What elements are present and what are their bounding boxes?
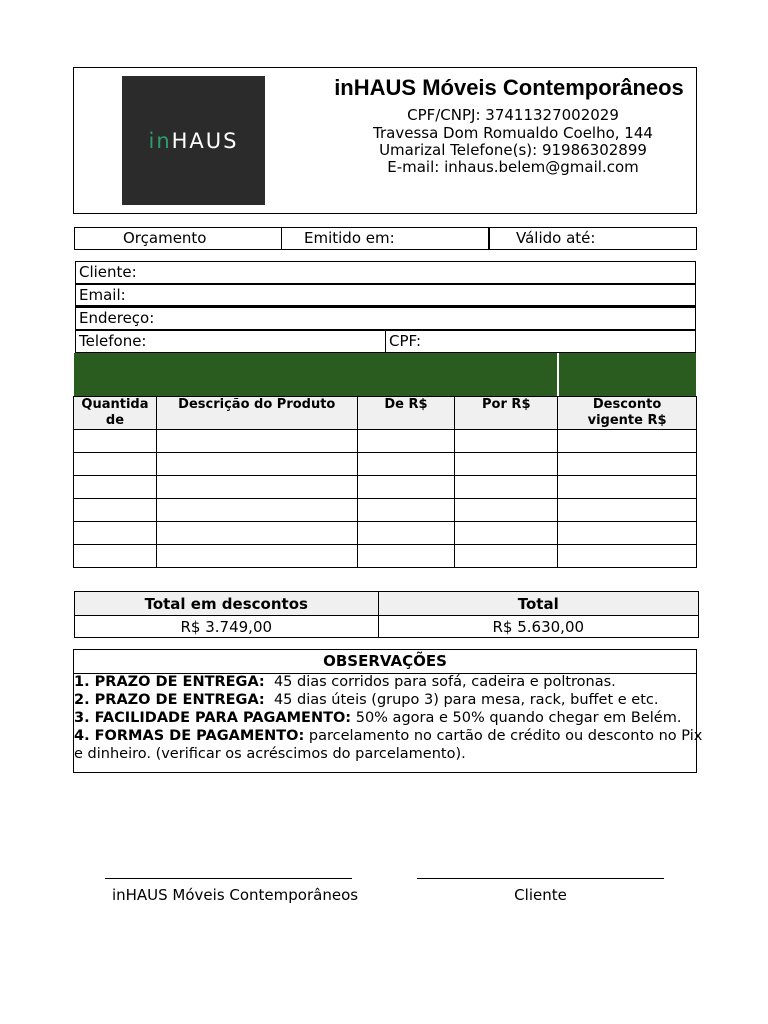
price-to-cell [455, 430, 558, 453]
client-name-label: Cliente: [79, 263, 137, 281]
observation-item-text: 50% agora e 50% quando chegar em Belém. [351, 710, 682, 726]
observation-item-text: 45 dias úteis (grupo 3) para mesa, rack, buffet e etc. [264, 692, 659, 708]
discount-cell [558, 430, 697, 453]
discount-cell [558, 545, 697, 568]
col-quantity-line1: Quantida [81, 397, 149, 412]
total-value: R$ 5.630,00 [378, 616, 698, 638]
observation-item-title: 1. PRAZO DE ENTREGA: [74, 674, 265, 690]
valid-until-cell [490, 228, 696, 249]
col-quantity-header [74, 397, 157, 430]
discount-cell [558, 476, 697, 499]
products-table [73, 396, 697, 568]
logo-haus-text: HAUS [171, 128, 239, 153]
total-discount-label: Total em descontos [75, 592, 379, 616]
price-to-cell [455, 545, 558, 568]
description-cell [156, 522, 357, 545]
description-cell [156, 545, 357, 568]
client-email-row [75, 284, 696, 307]
observation-item-title: 2. PRAZO DE ENTREGA: [74, 692, 265, 708]
col-description-header: Descrição do Produto [156, 397, 357, 430]
discount-cell [558, 522, 697, 545]
description-cell [156, 476, 357, 499]
quantity-cell [74, 522, 157, 545]
company-signature-line [105, 878, 352, 879]
discount-cell [558, 499, 697, 522]
col-discount-line1: Desconto [592, 397, 662, 412]
client-phone-cell [76, 331, 386, 352]
table-row [74, 499, 697, 522]
observation-item [74, 709, 696, 727]
price-from-cell [357, 476, 455, 499]
company-phone: Umarizal Telefone(s): 91986302899 [379, 141, 647, 159]
quantity-cell [74, 430, 157, 453]
col-discount-line2: vigente R$ [587, 413, 667, 428]
company-address: Travessa Dom Romualdo Coelho, 144 [373, 124, 653, 142]
observation-item-text: parcelamento no cartão de crédito ou desconto no Pix [304, 728, 703, 744]
quantity-cell [74, 453, 157, 476]
quantity-cell [74, 476, 157, 499]
price-from-cell [357, 522, 455, 545]
observation-continuation: e dinheiro. (verificar os acréscimos do parcelamento). [74, 746, 466, 762]
issued-date-label: Emitido em: [304, 229, 395, 247]
total-label: Total [378, 592, 698, 616]
totals-value-row [75, 616, 699, 638]
price-from-cell [357, 430, 455, 453]
client-address-row [75, 307, 696, 330]
observations-title: OBSERVAÇÕES [74, 650, 696, 674]
company-email: E-mail: inhaus.belem@gmail.com [387, 158, 639, 176]
col-price-to-header: Por R$ [455, 397, 558, 430]
quantity-cell [74, 499, 157, 522]
client-signature-line [417, 878, 664, 879]
client-phone-row [75, 330, 696, 353]
observation-item-text: 45 dias corridos para sofá, cadeira e poltronas. [264, 674, 616, 690]
discount-cell [558, 453, 697, 476]
col-quantity-line2: de [105, 413, 125, 428]
description-cell [156, 430, 357, 453]
price-to-cell [455, 453, 558, 476]
company-cnpj: CPF/CNPJ: 37411327002029 [407, 106, 619, 124]
col-price-from-header: De R$ [357, 397, 455, 430]
budget-number-cell [75, 228, 282, 249]
price-to-cell [455, 499, 558, 522]
observation-item [74, 727, 703, 745]
client-cpf-cell [386, 331, 695, 352]
totals-table [74, 591, 699, 638]
products-table-header [74, 397, 697, 430]
quantity-cell [74, 545, 157, 568]
client-name-row [75, 261, 696, 284]
client-phone-label: Telefone: [79, 332, 147, 350]
price-to-cell [455, 522, 558, 545]
description-cell [156, 453, 357, 476]
observation-item-title: 3. FACILIDADE PARA PAGAMENTO: [74, 710, 352, 726]
total-discount-value: R$ 3.749,00 [75, 616, 379, 638]
products-table-body [74, 430, 697, 568]
table-header-band-divider [557, 353, 559, 396]
totals-header-row [75, 592, 699, 616]
table-row [74, 430, 697, 453]
price-from-cell [357, 453, 455, 476]
budget-info-row [74, 227, 697, 250]
table-row [74, 545, 697, 568]
observation-item-title: 4. FORMAS DE PAGAMENTO: [74, 728, 305, 744]
observation-item [74, 673, 696, 691]
company-logo [122, 76, 265, 205]
table-row [74, 522, 697, 545]
col-discount-header [558, 397, 697, 430]
company-name: inHAUS Móveis Contemporâneos [334, 75, 684, 100]
valid-until-label: Válido até: [516, 229, 596, 247]
description-cell [156, 499, 357, 522]
client-signature-label: Cliente [514, 886, 567, 904]
client-address-label: Endereço: [79, 309, 155, 327]
observation-item [74, 691, 696, 709]
price-from-cell [357, 499, 455, 522]
client-cpf-label: CPF: [389, 332, 422, 350]
budget-number-label: Orçamento [123, 229, 207, 247]
price-from-cell [357, 545, 455, 568]
table-row [74, 453, 697, 476]
client-email-label: Email: [79, 286, 126, 304]
table-row [74, 476, 697, 499]
table-header-band [74, 353, 696, 396]
logo-in-text: in [148, 128, 172, 153]
price-to-cell [455, 476, 558, 499]
company-signature-label: inHAUS Móveis Contemporâneos [111, 886, 359, 904]
issued-date-cell [282, 228, 490, 249]
